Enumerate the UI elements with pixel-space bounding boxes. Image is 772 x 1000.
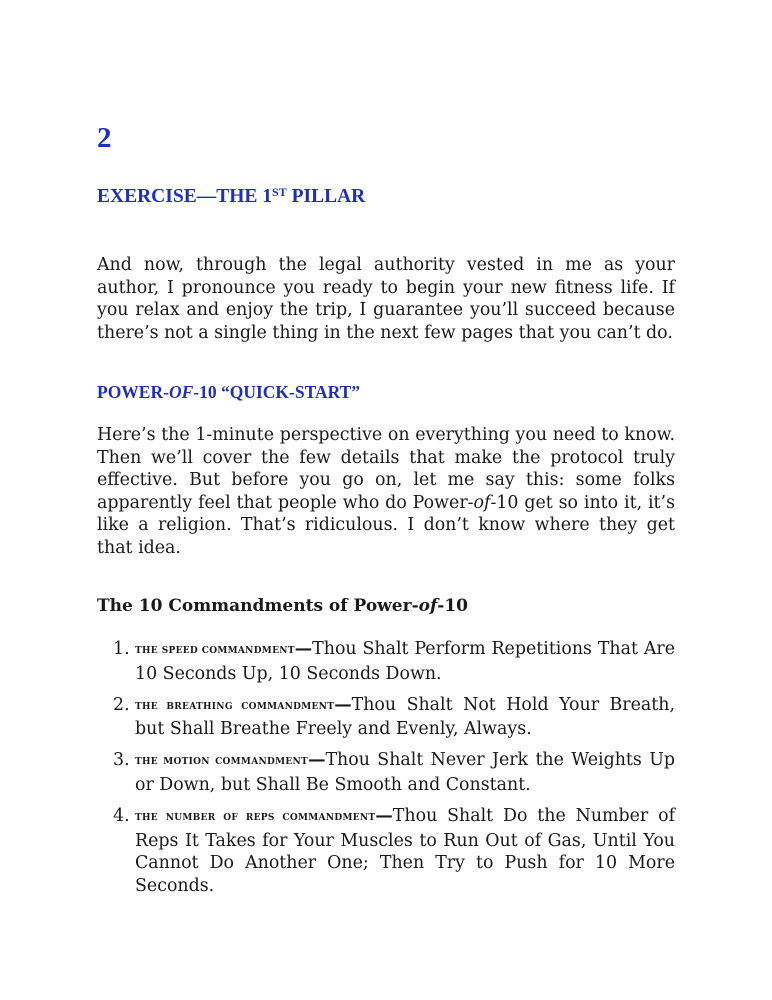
commandments-heading-part-c: -10	[437, 596, 469, 616]
list-item	[97, 805, 675, 897]
commandment-text: Thou Shalt Not Hold Your Breath, but Shall Breathe Freely and Evenly, Always.	[135, 694, 676, 740]
commandment-label: THE SPEED COMMANDMENT	[135, 646, 295, 656]
list-item-number: 2.	[113, 694, 130, 715]
chapter-number: 2	[97, 122, 112, 154]
commandments-heading-part-a: The 10 Commandments of Power-	[97, 596, 419, 616]
chapter-title-end: PILLAR	[286, 186, 366, 207]
commandment-label: THE MOTION COMMANDMENT	[135, 757, 309, 768]
section-heading-part-b: OF	[168, 382, 194, 402]
intro-paragraph: And now, through the legal authority vested in me as your author, I pronounce you ready to begin your new fitness life. If you relax and enjoy the trip, I guarantee you’ll succeed because there’s not a single thing in the next few pages that you can’t do.	[97, 255, 675, 343]
list-item-number: 3.	[113, 750, 130, 771]
commandment-dash: —	[308, 750, 326, 771]
list-item	[97, 694, 675, 741]
list-item-number: 1.	[113, 639, 130, 659]
section-paragraph-part-a: Here’s the 1-minute perspective on everything you need to know. Then we’ll cover the few details that make the protocol truly effective. But before you go on, let me say this: some folks apparently feel that people who do Power-	[97, 425, 675, 513]
commandments-heading	[97, 596, 468, 616]
commandment-text: Thou Shalt Perform Repetitions That Are 10 Seconds Up, 10 Seconds Down.	[135, 639, 675, 684]
commandments-heading-part-b: of	[418, 596, 438, 616]
chapter-title-main: EXERCISE—THE 1	[97, 186, 273, 207]
commandment-dash: —	[375, 806, 393, 827]
section-paragraph-part-c: -10 get so into it, it’s like a religion. That’s ridiculous. I don’t know where they get that idea.	[97, 492, 675, 558]
commandment-dash: —	[294, 639, 313, 659]
section-heading-part-a: POWER-	[97, 382, 169, 402]
commandment-label: THE BREATHING COMMANDMENT	[135, 701, 335, 712]
chapter-title-superscript: ST	[272, 185, 287, 199]
commandments-list	[97, 638, 675, 906]
section-heading	[97, 382, 360, 403]
commandment-label: THE NUMBER OF REPS COMMANDMENT	[135, 813, 376, 824]
list-item	[97, 638, 675, 685]
list-item	[97, 749, 675, 796]
commandment-text: Thou Shalt Never Jerk the Weights Up or Down, but Shall Be Smooth and Constant.	[135, 750, 675, 795]
commandment-text: Thou Shalt Do the Number of Reps It Takes for Your Muscles to Run Out of Gas, Until You Cannot Do Another One; Then Try to Push for 10 More Seconds.	[135, 806, 675, 896]
list-item-number: 4.	[113, 806, 130, 827]
commandment-dash: —	[334, 694, 352, 715]
chapter-title	[97, 186, 365, 208]
section-heading-part-c: -10 “QUICK-START”	[193, 382, 361, 402]
section-paragraph-part-b: of	[473, 492, 491, 513]
section-paragraph	[97, 424, 675, 560]
